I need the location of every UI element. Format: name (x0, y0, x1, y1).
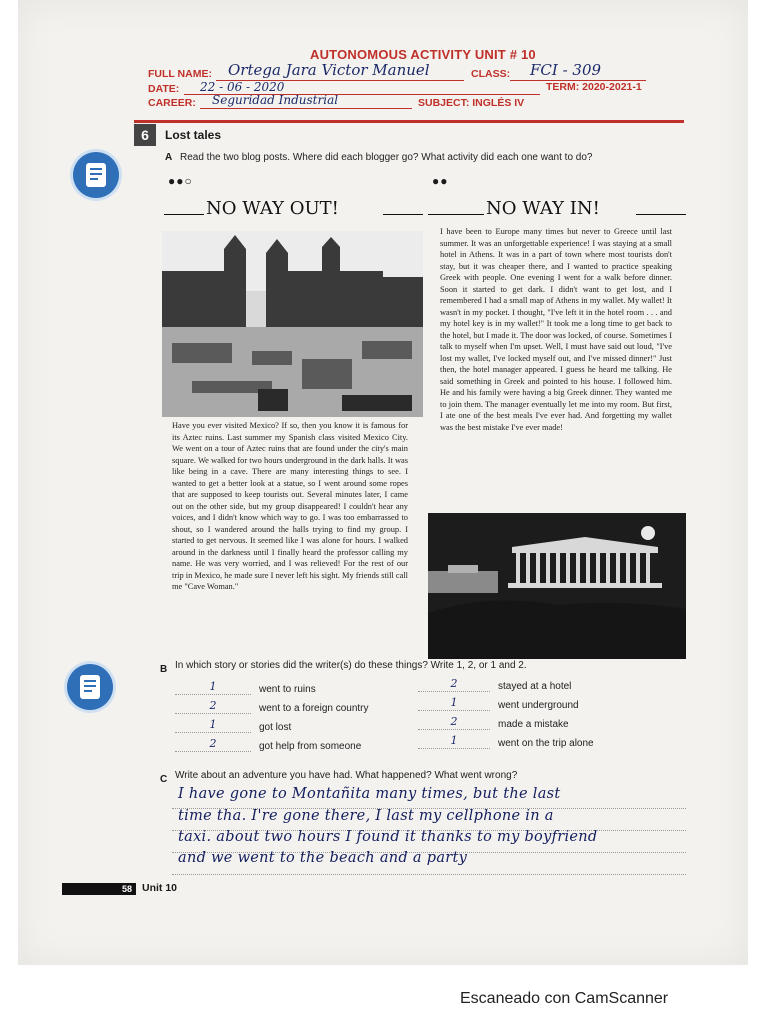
page-number: 58 (62, 883, 136, 895)
blog2-title-rule-right (636, 214, 686, 215)
blog2-title: NO WAY IN! (486, 198, 600, 219)
writing-line (172, 874, 686, 875)
list-item (418, 715, 678, 733)
statement-label: went underground (498, 700, 579, 711)
list-item (175, 737, 415, 755)
section-title: Lost tales (165, 128, 222, 142)
answer-value: 2 (209, 737, 217, 750)
worksheet-icon (67, 664, 113, 710)
worksheet-icon (73, 152, 119, 198)
term-label: TERM: 2020-2021-1 (546, 81, 642, 93)
section-number: 6 (134, 124, 156, 146)
handwritten-answer-line: time tha. I're gone there, I last my cellphone in a (178, 808, 554, 824)
blog2-dots-icon: ●● (432, 174, 449, 188)
unit-label: Unit 10 (142, 882, 178, 894)
statement-label: went to a foreign country (259, 703, 369, 714)
date-label: DATE: (148, 83, 180, 95)
career-label: CAREER: (148, 97, 196, 109)
class-value: FCI - 309 (530, 61, 602, 79)
question-a-text: Read the two blog posts. Where did each blogger go? What activity did each one want to do? (180, 152, 593, 163)
career-line (200, 108, 412, 109)
answer-value: 1 (450, 734, 458, 747)
answer-value: 2 (450, 715, 458, 728)
blog1-dots-icon: ●●○ (168, 174, 193, 188)
section-divider (134, 120, 684, 123)
blog1-title: NO WAY OUT! (206, 198, 339, 219)
answer-value: 1 (209, 718, 217, 731)
blog2-body: I have been to Europe many times but never to Greece until last summer. It was an unforgettable experience! I was staying at a small hotel in Athens. It was in a part of town where most tourists don't stay, but it was cheaper there, and I wanted to practice speaking Greek with people. One evening I went for a walk before dinner. Soon it started to get dark. I didn't want to get lost, and I remembered I had a small map of Athens in my wallet. My wallet! It wasn't in my pocket. I thought, "I've left it in the hotel room . . . and my hotel key is in my wallet!" It took me a long time to get back to the hotel, but I made it. The door was locked, of course. Sometimes I talk to myself when I'm upset. Well, I must have said out loud, "I've lost my wallet, I've locked myself out, and I've missed dinner!" Just then, the hotel manager appeared. I guess he heard me talking. He said something in Greek and pointed to his house. I followed him. He and his family were having a big Greek dinner. They wanted me to join them. The manager eventually let me into my room. But first, I ate one of the best meals I've ever had. And forgetting my wallet was the best mistake I've ever made! (440, 227, 672, 432)
list-item (418, 696, 678, 714)
question-b-text: In which story or stories did the writer(s) do these things? Write 1, 2, or 1 and 2. (175, 660, 527, 671)
answer-value: 1 (209, 680, 217, 693)
list-item (418, 734, 678, 752)
statement-label: got lost (259, 722, 292, 733)
date-value: 22 - 06 - 2020 (200, 80, 285, 94)
answer-value: 1 (450, 696, 458, 709)
blog1-body: Have you ever visited Mexico? If so, then you know it is famous for its Aztec ruins. Last summer my Spanish class visited Mexico City. We went on a tour of Aztec ruins that are found under the city's main square. We walked for two hours underground in the dark halls. It was like being in a cave. There are many interesting things to see. I wanted to get a better look at a statue, so I went around some ropes that are supposed to keep tourists out. Several minutes later, I came out on the other side, but my group disappeared! I couldn't hear any voices, and I didn't know which way to go. I was too embarrassed to shout, so I wandered around the halls trying to find my group. I started to get nervous. It seemed like I was alone for hours. I walked around in the darkness until I finally heard the professor calling my name. He was very worried, and I was relieved! For the rest of our trip in Mexico, he made sure I never left his sight. My friends still call me "Cave Woman." (172, 421, 408, 591)
mexico-ruins-photo (162, 231, 423, 417)
question-c-letter: C (160, 774, 168, 785)
parthenon-night-photo (428, 513, 686, 659)
blog1-title-rule-right (383, 214, 423, 215)
camscanner-watermark: Escaneado con CamScanner (460, 990, 669, 1007)
statement-label: went to ruins (259, 684, 316, 695)
list-item (175, 718, 415, 736)
full-name-label: FULL NAME: (148, 68, 212, 80)
list-item (175, 680, 415, 698)
handwritten-answer-line: I have gone to Montañita many times, but the last (178, 786, 561, 802)
answer-value: 2 (450, 677, 458, 690)
list-item (418, 677, 678, 695)
full-name-value: Ortega Jara Victor Manuel (228, 61, 430, 79)
statement-label: got help from someone (259, 741, 362, 752)
blog1-title-rule-left (164, 214, 204, 215)
career-value: Seguridad Industrial (212, 93, 339, 107)
question-a-letter: A (165, 152, 173, 163)
activity-title: AUTONOMOUS ACTIVITY UNIT # 10 (310, 47, 536, 62)
answer-value: 2 (209, 699, 217, 712)
handwritten-answer-line: taxi. about two hours I found it thanks to my boyfriend (178, 829, 598, 845)
statement-label: went on the trip alone (498, 738, 594, 749)
blog2-title-rule-left (428, 214, 484, 215)
question-b-letter: B (160, 664, 168, 675)
statement-label: stayed at a hotel (498, 681, 572, 692)
list-item (175, 699, 415, 717)
subject-label: SUBJECT: INGLÉS IV (418, 97, 525, 109)
class-label: CLASS: (471, 68, 511, 80)
question-c-text: Write about an adventure you have had. What happened? What went wrong? (175, 770, 518, 781)
statement-label: made a mistake (498, 719, 569, 730)
handwritten-answer-line: and we went to the beach and a party (178, 850, 468, 866)
